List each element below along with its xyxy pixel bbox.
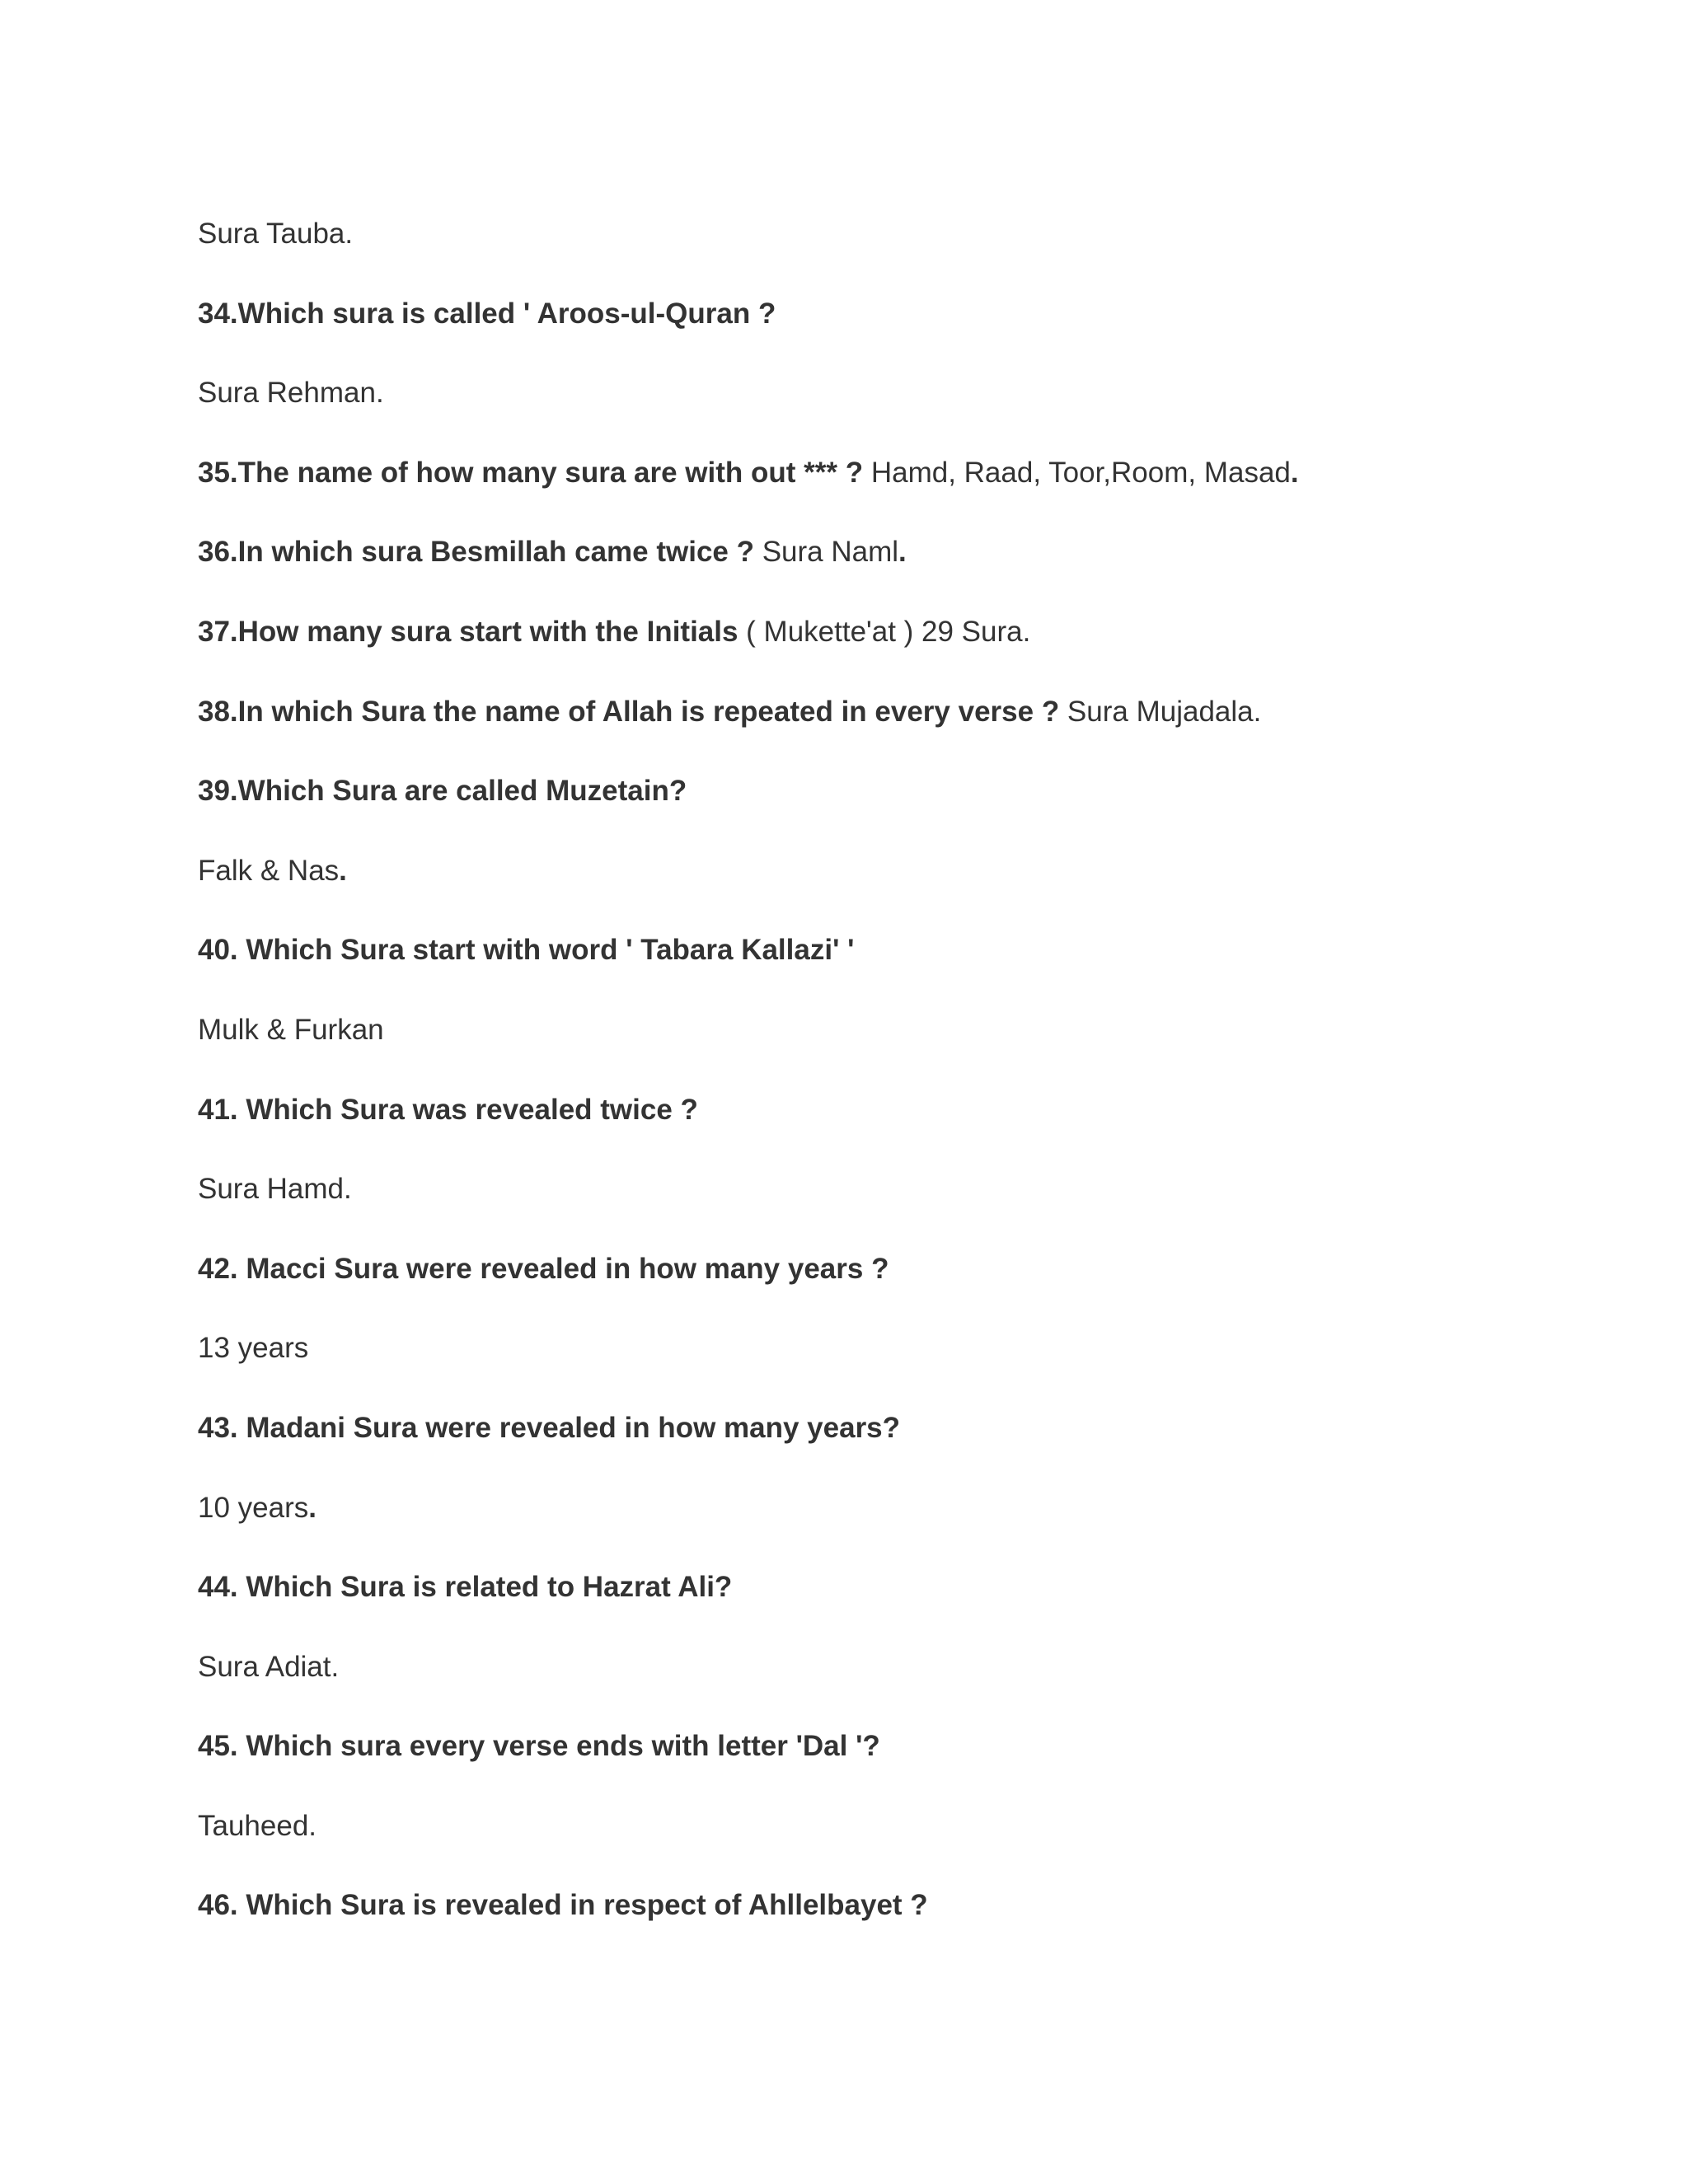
question-text: 38.In which Sura the name of Allah is repeated in every verse ? (198, 695, 1060, 728)
text-line (198, 1490, 1550, 1570)
text-line (198, 1649, 1550, 1729)
question-text: 40. Which Sura start with word ' Tabara Kallazi' ' (198, 934, 855, 967)
text-line (198, 1569, 1550, 1649)
question-text: 41. Which Sura was revealed twice ? (198, 1093, 698, 1126)
question-text: 36.In which sura Besmillah came twice ? (198, 536, 754, 569)
answer-text: 13 years (198, 1332, 309, 1365)
answer-text: 10 years (198, 1491, 309, 1524)
answer-text: Sura Adiat. (198, 1650, 340, 1683)
question-text: . (898, 536, 907, 569)
question-text: 46. Which Sura is revealed in respect of Ahllelbayet ? (198, 1889, 928, 1922)
question-text: 37.How many sura start with the Initials (198, 615, 738, 648)
question-text: 45. Which sura every verse ends with letter 'Dal '? (198, 1730, 880, 1763)
text-line (198, 296, 1550, 376)
question-text: 43. Madani Sura were revealed in how many years? (198, 1411, 901, 1444)
text-line (198, 773, 1550, 853)
text-line (198, 1728, 1550, 1808)
text-line (198, 455, 1550, 535)
text-line (198, 932, 1550, 1012)
answer-text: Sura Hamd. (198, 1173, 352, 1206)
question-text: 42. Macci Sura were revealed in how many years ? (198, 1252, 889, 1285)
answer-text: Hamd, Raad, Toor,Room, Masad (863, 456, 1291, 489)
text-line (198, 216, 1550, 296)
question-text: . (308, 1491, 316, 1524)
text-line (198, 1092, 1550, 1172)
answer-text: Sura Mujadala. (1059, 695, 1262, 728)
question-text: 35.The name of how many sura are with out *** ? (198, 456, 864, 489)
question-text: . (1290, 456, 1299, 489)
answer-text: Falk & Nas (198, 854, 340, 887)
answer-text: Sura Naml (753, 536, 899, 569)
document-page (198, 216, 1550, 1967)
text-line (198, 534, 1550, 614)
text-line (198, 853, 1550, 933)
text-line (198, 694, 1550, 774)
question-text: . (339, 854, 347, 887)
text-line (198, 1012, 1550, 1092)
text-line (198, 1887, 1550, 1967)
text-line (198, 1410, 1550, 1490)
answer-text: Sura Tauba. (198, 218, 354, 250)
text-line (198, 614, 1550, 694)
question-text: 34.Which sura is called ' Aroos-ul-Quran ? (198, 297, 776, 330)
text-line (198, 375, 1550, 455)
text-line (198, 1808, 1550, 1888)
answer-text: Tauheed. (198, 1809, 317, 1842)
text-line (198, 1171, 1550, 1251)
question-text: 39.Which Sura are called Muzetain? (198, 775, 687, 808)
text-line (198, 1330, 1550, 1410)
answer-text: Mulk & Furkan (198, 1013, 384, 1046)
answer-text: Sura Rehman. (198, 377, 384, 410)
question-text: 44. Which Sura is related to Hazrat Ali? (198, 1571, 733, 1604)
answer-text: ( Mukette'at ) 29 Sura. (738, 615, 1031, 648)
text-line (198, 1251, 1550, 1331)
